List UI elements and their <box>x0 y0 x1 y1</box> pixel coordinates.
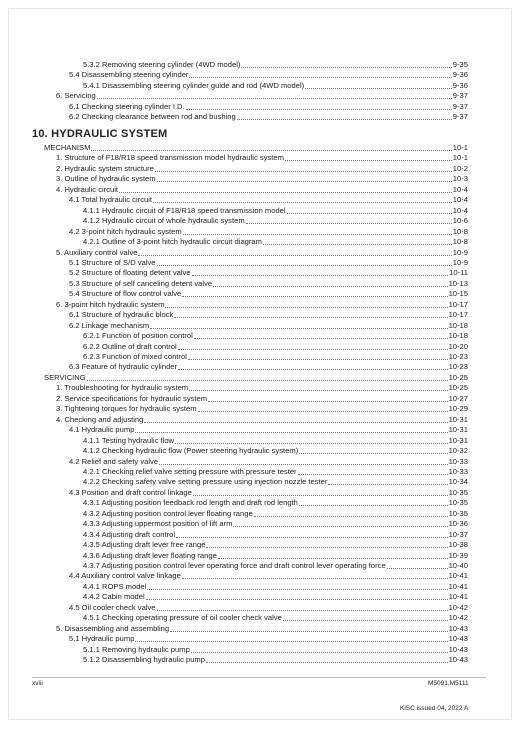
toc-entry-label: 4.3.5 Adjusting draft lever free range <box>83 540 206 550</box>
toc-leader-dots <box>198 410 448 412</box>
toc-leader-dots <box>91 149 451 151</box>
toc-leader-dots <box>254 515 448 517</box>
toc-entry <box>0 279 522 289</box>
toc-leader-dots <box>218 557 448 559</box>
toc-leader-dots <box>182 295 447 297</box>
toc-entry-page: 9-35 <box>452 60 468 69</box>
toc-entry <box>0 216 522 226</box>
toc-entry-label: 6.3 Feature of hydraulic cylinder <box>69 362 178 372</box>
toc-entry-label: 4. Hydraulic circuit <box>56 184 119 194</box>
toc-entry-label: SERVICING <box>44 372 86 382</box>
toc-entry <box>0 467 522 477</box>
footer-rule <box>32 677 486 678</box>
toc-entry <box>0 248 522 258</box>
toc-entry-page: 10-4 <box>452 205 468 215</box>
toc-entry <box>0 112 522 122</box>
toc-entry <box>0 582 522 592</box>
toc-entry <box>0 519 522 529</box>
toc-entry <box>0 477 522 487</box>
toc-leader-dots <box>159 463 447 465</box>
toc-entry-page: 10-9 <box>452 247 468 257</box>
toc-entry-page: 10-23 <box>448 352 468 361</box>
toc-entry <box>0 383 522 393</box>
toc-entry <box>0 603 522 613</box>
toc-entry-page: 10-31 <box>448 435 468 445</box>
toc-entry-label: 2. Service specifications for hydraulic system <box>56 393 208 403</box>
toc-leader-dots <box>193 494 448 496</box>
toc-entry <box>0 237 522 247</box>
toc-entry <box>0 300 522 310</box>
toc-entry-page: 10-25 <box>448 383 468 393</box>
toc-entry <box>0 488 522 498</box>
toc-leader-dots <box>183 233 452 235</box>
toc-entry-page: 10-42 <box>448 613 468 623</box>
toc-entry-page: 10-1 <box>452 143 468 152</box>
toc-entry <box>0 509 522 519</box>
toc-entry-page: 10-35 <box>448 508 468 518</box>
toc-entry <box>0 321 522 331</box>
toc-leader-dots <box>287 212 452 214</box>
toc-entry-page: 10-39 <box>448 550 468 560</box>
toc-leader-dots <box>175 442 448 444</box>
toc-entry-label: 4.5 Oil cooler check valve <box>69 602 156 612</box>
toc-entry-page: 10-29 <box>448 404 468 414</box>
toc-entry-label: 4.1.2 Checking hydraulic flow (Power steering hydraulic system) <box>83 446 299 456</box>
toc-entry-page: 10-8 <box>452 226 468 236</box>
toc-entry <box>0 195 522 205</box>
toc-entry-label: 1. Structure of F18/R18 speed transmission model hydraulic system <box>56 153 284 163</box>
toc-entry-label: 5. Auxiliary control valve <box>56 247 138 257</box>
toc-leader-dots <box>178 348 448 350</box>
toc-leader-dots <box>97 97 452 99</box>
toc-leader-dots <box>155 170 452 172</box>
toc-entry <box>0 143 522 153</box>
toc-leader-dots <box>194 337 448 339</box>
toc-entry-label: 5.1.2 Disassembling hydraulic pump <box>83 655 205 665</box>
toc-entry-label: 6. Servicing <box>56 91 96 101</box>
toc-entry <box>0 153 522 163</box>
toc-entry <box>0 60 522 70</box>
toc-entry-label: 4.5.1 Checking operating pressure of oil cooler check valve <box>83 613 282 623</box>
toc-leader-dots <box>135 640 447 642</box>
toc-entry <box>0 436 522 446</box>
toc-entry-label: 2. Hydraulic system structure <box>56 163 154 173</box>
toc-entry-page: 10-43 <box>448 634 468 644</box>
toc-entry-page: 10-2 <box>452 163 468 173</box>
toc-entry-label: 6.2.2 Outline of draft control <box>83 341 177 351</box>
toc-entry-label: 4.2 3-point hitch hydraulic system <box>69 226 182 236</box>
toc-entry-label: 6.2 Linkage mechanism <box>69 320 150 330</box>
toc-leader-dots <box>157 180 452 182</box>
toc-entry-label: 3. Tightening torques for hydraulic system <box>56 404 197 414</box>
toc-entry <box>0 102 522 112</box>
toc-entry-label: 4. Checking and adjusting <box>56 414 144 424</box>
toc-entry-label: 4.2 Relief and safety valve <box>69 456 159 466</box>
toc-leader-dots <box>192 274 449 276</box>
toc-leader-dots <box>189 389 447 391</box>
toc-leader-dots <box>206 546 447 548</box>
toc-entry <box>0 457 522 467</box>
toc-entry <box>0 373 522 383</box>
toc-entry-page: 10-25 <box>448 372 468 382</box>
issue-note: KiSC issued 04, 2022 A <box>400 705 469 712</box>
toc-entry-page: 10-42 <box>448 602 468 612</box>
toc-entry-page: 10-34 <box>448 477 468 487</box>
toc-leader-dots <box>298 473 448 475</box>
toc-entry-page: 10-37 <box>448 529 468 539</box>
toc-entry-label: 6.1 Structure of hydraulic block <box>69 310 174 320</box>
toc-entry-page: 9-37 <box>452 101 468 111</box>
footer-page-number: xviii <box>32 680 43 687</box>
toc-entry <box>0 561 522 571</box>
toc-leader-dots <box>189 76 451 78</box>
toc-entry-page: 10-43 <box>448 644 468 654</box>
toc-entry-page: 10-31 <box>448 425 468 435</box>
toc-entry-page: 10-3 <box>452 174 468 184</box>
footer-model: M5091,M5111 <box>428 680 469 687</box>
toc-entry-label: 5.4 Structure of flow control valve <box>69 289 182 299</box>
toc-entry <box>0 352 522 362</box>
toc-entry <box>0 342 522 352</box>
toc-entry <box>0 362 522 372</box>
toc-entry <box>0 530 522 540</box>
toc-entry <box>0 258 522 268</box>
toc-entry-label: 4.4.2 Cabin model <box>83 592 145 602</box>
toc-leader-dots <box>206 661 448 663</box>
toc-entry-page: 10-13 <box>448 278 468 288</box>
toc-entry-label: 6.2 Checking clearance between rod and bushing <box>69 112 236 121</box>
toc-leader-dots <box>191 651 448 653</box>
toc-leader-dots <box>285 159 452 161</box>
toc-entry-page: 10-38 <box>448 540 468 550</box>
toc-entry-label: 4.3.2 Adjusting position control lever floating range <box>83 508 253 518</box>
toc-entry-label: 4.3.6 Adjusting draft lever floating range <box>83 550 217 560</box>
toc-leader-dots <box>328 483 447 485</box>
toc-leader-dots <box>182 577 448 579</box>
toc-entry-page: 10-8 <box>452 237 468 247</box>
toc-leader-dots <box>213 285 447 287</box>
toc-entry-label: 6.2.3 Function of mixed control <box>83 352 187 361</box>
toc-leader-dots <box>157 264 452 266</box>
toc-entry <box>0 540 522 550</box>
toc-entry-page: 10-31 <box>448 414 468 424</box>
toc-entry-page: 10-15 <box>448 289 468 299</box>
toc-entry-label: 5.3 Structure of self canceling detent valve <box>69 278 213 288</box>
toc-entry-label: 5.4.1 Disassembling steering cylinder guide and rod (4WD model) <box>83 80 305 90</box>
toc-leader-dots <box>144 421 447 423</box>
toc-entry-label: 5.1.1 Removing hydraulic pump <box>83 644 190 654</box>
toc-entry <box>0 206 522 216</box>
toc-leader-dots <box>157 609 448 611</box>
toc-entry <box>0 592 522 602</box>
toc-entry-page: 10-36 <box>448 519 468 529</box>
toc-entry-label: 4.2.2 Checking safety valve setting pressure using injection nozzle tester <box>83 477 328 487</box>
toc-entry-page: 10-32 <box>448 446 468 456</box>
toc-leader-dots <box>283 619 448 621</box>
toc-entry-label: 4.1.1 Hydraulic circuit of F18/R18 speed transmission model <box>83 205 286 215</box>
toc-entry-page: 9-36 <box>452 70 468 80</box>
toc-entry-page: 10-35 <box>448 487 468 497</box>
toc-entry <box>0 415 522 425</box>
toc-leader-dots <box>174 316 447 318</box>
toc-entry-page: 10-27 <box>448 393 468 403</box>
toc-leader-dots <box>165 306 447 308</box>
toc-entry-page: 10-20 <box>448 341 468 351</box>
toc-leader-dots <box>237 118 452 120</box>
toc-entry-label: 3. Outline of hydraulic system <box>56 174 156 184</box>
toc-entry <box>0 645 522 655</box>
toc-entry-label: MECHANISM <box>44 143 91 152</box>
toc-entry-label: 5.1 Hydraulic pump <box>69 634 135 644</box>
toc-entry-label: 4.4 Auxiliary control valve linkage <box>69 571 181 581</box>
toc-leader-dots <box>299 452 447 454</box>
toc-entry-label: 4.3 Position and draft control linkage <box>69 487 192 497</box>
toc-entry-page: 10-41 <box>448 571 468 581</box>
chapter-title: 10. HYDRAULIC SYSTEM <box>32 128 168 140</box>
toc-entry <box>0 310 522 320</box>
toc-entry <box>0 425 522 435</box>
toc-entry <box>0 289 522 299</box>
toc-entry-label: 4.3.4 Adjusting draft control <box>83 529 176 539</box>
toc-entry-label: 5.3.2 Removing steering cylinder (4WD model) <box>83 60 241 69</box>
toc-entry-label: 1. Troubleshooting for hydraulic system <box>56 383 189 393</box>
toc-entry-page: 10-1 <box>452 153 468 163</box>
toc-entry <box>0 624 522 634</box>
toc-leader-dots <box>87 379 448 381</box>
toc-entry-page: 10-41 <box>448 592 468 602</box>
toc-entry <box>0 70 522 80</box>
toc-entry-label: 4.3.3 Adjusting uppermost position of lift arm <box>83 519 233 529</box>
toc-entry <box>0 81 522 91</box>
toc-entry <box>0 571 522 581</box>
toc-leader-dots <box>147 588 447 590</box>
toc-entry-label: 4.4.1 ROPS model <box>83 581 147 591</box>
toc-entry-label: 4.1 Hydraulic pump <box>69 425 135 435</box>
toc-leader-dots <box>263 243 452 245</box>
toc-entry-page: 10-43 <box>448 655 468 665</box>
toc-entry-label: 4.1 Total hydraulic circuit <box>69 195 153 205</box>
toc-entry-page: 9-37 <box>452 91 468 101</box>
toc-entry <box>0 404 522 414</box>
toc-leader-dots <box>233 525 447 527</box>
toc-entry-page: 10-35 <box>448 498 468 508</box>
toc-entry-page: 9-37 <box>452 112 468 121</box>
toc-leader-dots <box>153 201 452 203</box>
toc-leader-dots <box>208 400 447 402</box>
toc-entry-label: 6. 3-point hitch hydraulic system <box>56 299 165 309</box>
toc-entry-label: 4.2.1 Checking relief valve setting pressure with pressure tester <box>83 466 297 476</box>
toc-leader-dots <box>188 358 448 360</box>
toc-entry <box>0 446 522 456</box>
toc-entry-page: 10-4 <box>452 184 468 194</box>
toc-leader-dots <box>387 567 448 569</box>
toc-leader-dots <box>178 368 448 370</box>
toc-entry-label: 4.3.1 Adjusting position feedback rod length and draft rod length <box>83 498 298 508</box>
toc-entry-page: 10-41 <box>448 581 468 591</box>
toc-entry <box>0 185 522 195</box>
toc-entry-label: 4.1.2 Hydraulic circuit of whole hydraulic system <box>83 216 245 226</box>
toc-leader-dots <box>176 536 448 538</box>
toc-entry-page: 10-33 <box>448 456 468 466</box>
toc-entry <box>0 655 522 665</box>
toc-leader-dots <box>186 108 452 110</box>
toc-entry <box>0 164 522 174</box>
toc-entry <box>0 91 522 101</box>
toc-entry-page: 10-4 <box>452 195 468 205</box>
toc-entry-page: 10-17 <box>448 310 468 320</box>
toc-entry <box>0 634 522 644</box>
toc-entry-page: 10-18 <box>448 331 468 341</box>
toc-leader-dots <box>246 222 452 224</box>
toc-entry-page: 10-43 <box>448 623 468 633</box>
toc-entry <box>0 331 522 341</box>
toc-entry <box>0 394 522 404</box>
toc-entry-label: 5.1 Structure of S/D valve <box>69 257 156 267</box>
toc-entry-label: 4.3.7 Adjusting position control lever operating force and draft control lever operating force <box>83 561 386 570</box>
toc-entry <box>0 613 522 623</box>
toc-entry-label: 6.1 Checking steering cylinder I.D. <box>69 101 185 111</box>
toc-entry <box>0 174 522 184</box>
toc-entry-label: 5.4 Disassembling steering cylinder <box>69 70 189 80</box>
toc-entry-page: 10-17 <box>448 299 468 309</box>
toc-entry-label: 6.2.1 Function of position control <box>83 331 193 341</box>
toc-entry-page: 9-36 <box>452 80 468 90</box>
toc-entry <box>0 227 522 237</box>
toc-leader-dots <box>150 327 447 329</box>
toc-entry-label: 4.2.1 Outline of 3-point hitch hydraulic circuit diagram <box>83 237 262 247</box>
toc-leader-dots <box>135 431 447 433</box>
toc-entry <box>0 551 522 561</box>
toc-leader-dots <box>305 87 452 89</box>
toc-leader-dots <box>241 66 451 68</box>
toc-entry-label: 5. Disassembling and assembling <box>56 623 170 633</box>
toc-entry-label: 4.1.1 Testing hydraulic flow <box>83 435 175 445</box>
toc-leader-dots <box>170 630 447 632</box>
toc-entry-label: 5.2 Structure of floating detent valve <box>69 268 191 278</box>
toc-entry-page: 10-11 <box>449 268 468 278</box>
toc-entry-page: 10-33 <box>448 466 468 476</box>
toc-leader-dots <box>138 254 451 256</box>
toc-entry-page: 10-6 <box>452 216 468 226</box>
toc-entry-page: 10-23 <box>448 362 468 372</box>
toc-leader-dots <box>146 598 448 600</box>
toc-leader-dots <box>119 191 452 193</box>
toc-leader-dots <box>299 504 448 506</box>
toc-entry-page: 10-9 <box>452 257 468 267</box>
toc-entry <box>0 268 522 278</box>
toc-entry <box>0 498 522 508</box>
toc-entry-page: 10-40 <box>448 561 468 570</box>
toc-entry-page: 10-18 <box>448 320 468 330</box>
